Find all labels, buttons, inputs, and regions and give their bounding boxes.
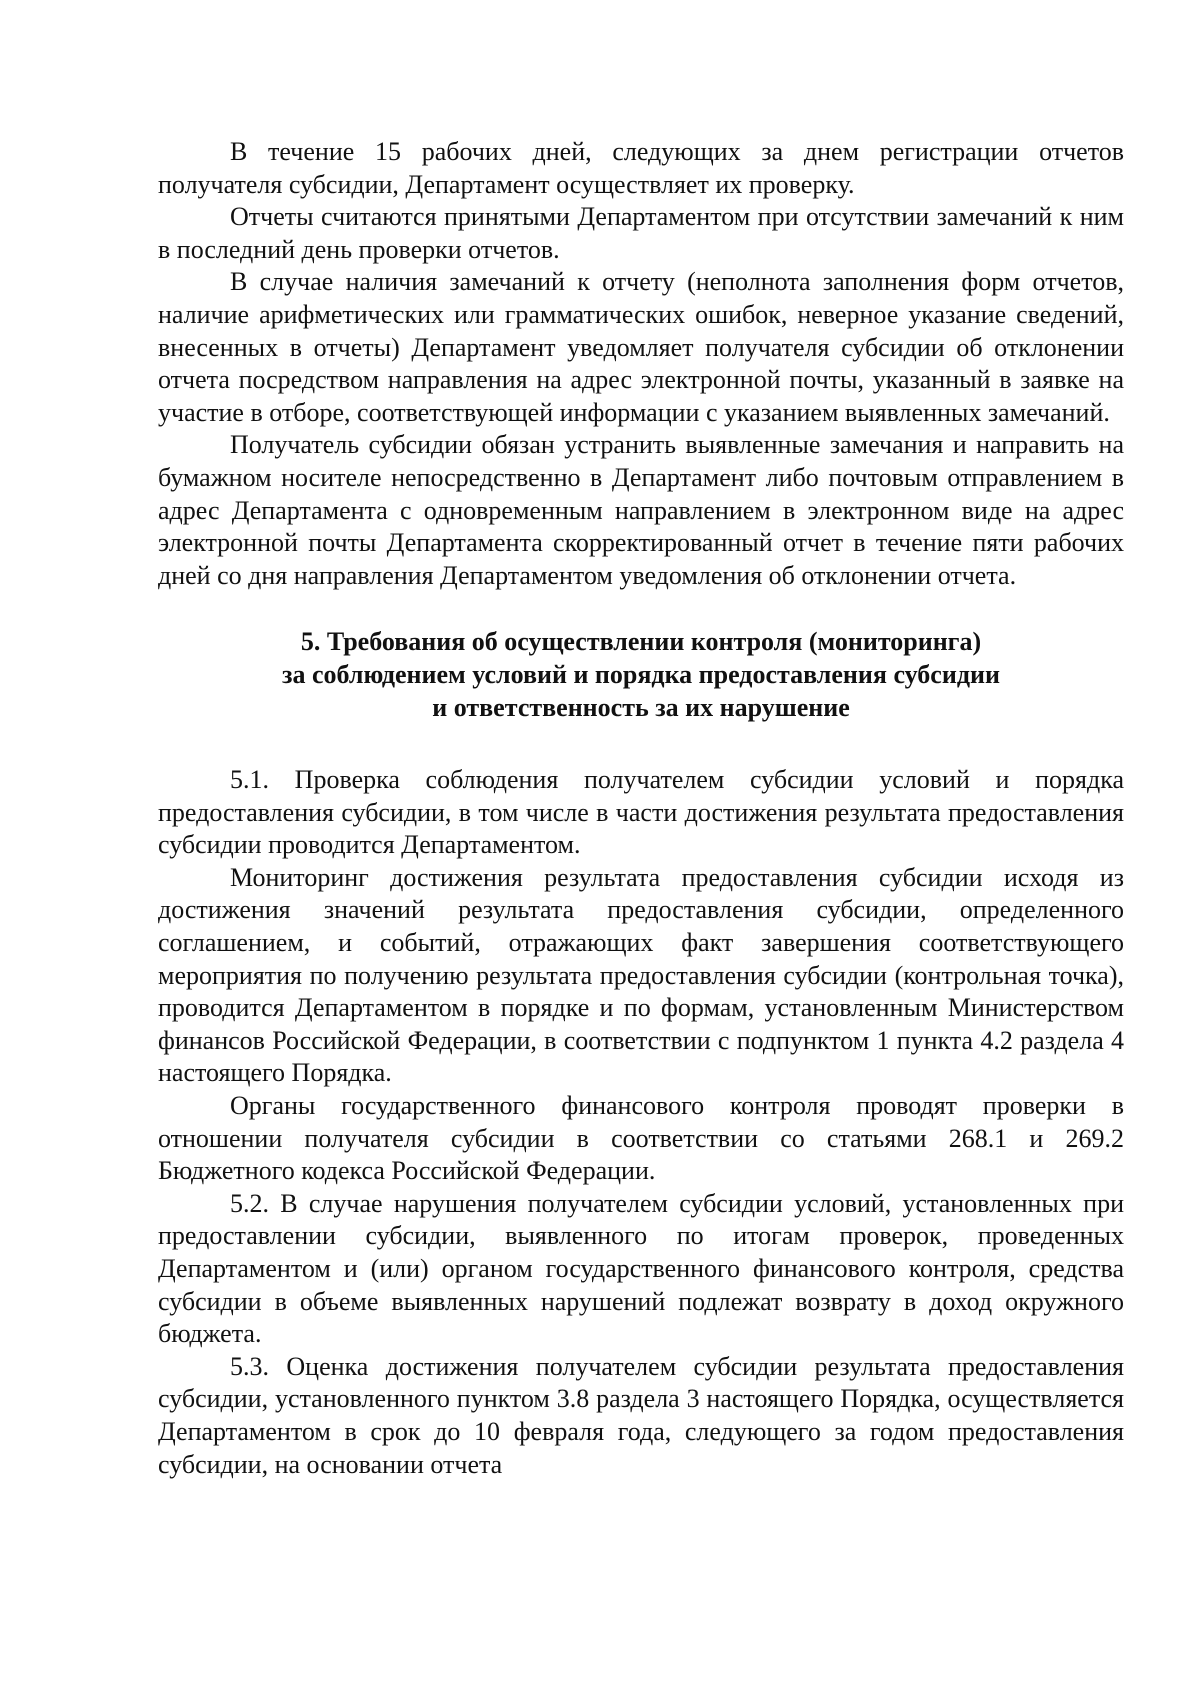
paragraph-report-remarks: В случае наличия замечаний к отчету (неполнота заполнения форм отчетов, наличие арифметических или грамматических ошибок, неверное указание сведений, внесенных в отчеты) Департамент уведомляет получателя субсидии об отклонении отчета посредством направления на адрес электронной почты, указанный в заявке на участие в отборе, соответствующей информации с указанием выявленных замечаний.: [158, 267, 1124, 427]
section-5-heading: [158, 626, 1124, 724]
paragraph-5-1: 5.1. Проверка соблюдения получателем субсидии условий и порядка предоставления субсидии, в том числе в части достижения результата предоставления субсидии проводится Департаментом.: [158, 765, 1124, 860]
paragraph-5-3: 5.3. Оценка достижения получателем субсидии результата предоставления субсидии, установленного пунктом 3.8 раздела 3 настоящего Порядка, осуществляется Департаментом в срок до 10 февраля года, следующего за годом предоставления субсидии, на основании отчета: [158, 1351, 1124, 1479]
section-5-heading-line-2: за соблюдением условий и порядка предоставления субсидии: [282, 659, 1000, 689]
paragraph-report-check-period: В течение 15 рабочих дней, следующих за днем регистрации отчетов получателя субсидии, Департамент осуществляет их проверку.: [158, 137, 1124, 199]
section-5-heading-line-1: 5. Требования об осуществлении контроля (мониторинга): [300, 627, 982, 657]
paragraph-5-2: 5.2. В случае нарушения получателем субсидии условий, установленных при предоставлении субсидии, выявленного по итогам проверок, проведенных Департаментом и (или) органом государственного финансового контроля, средства субсидии в объеме выявленных нарушений подлежат возврату в доход окружного бюджета.: [158, 1188, 1124, 1349]
paragraph-financial-control: Органы государственного финансового контроля проводят проверки в отношении получателя субсидии в соответствии со статьями 268.1 и 269.2 Бюджетного кодекса Российской Федерации.: [158, 1091, 1124, 1186]
paragraph-reports-accepted: Отчеты считаются принятыми Департаментом при отсутствии замечаний к ним в последний день проверки отчетов.: [158, 202, 1124, 264]
document-page: [158, 136, 1124, 1481]
paragraph-recipient-obligation: Получатель субсидии обязан устранить выявленные замечания и направить на бумажном носителе непосредственно в Департамент либо почтовым отправлением в адрес Департамента с одновременным направлением в электронном виде на адрес электронной почты Департамента скорректированный отчет в течение пяти рабочих дней со дня направления Департаментом уведомления об отклонении отчета.: [158, 430, 1124, 590]
paragraph-monitoring: Мониторинг достижения результата предоставления субсидии исходя из достижения значений результата предоставления субсидии, определенного соглашением, и событий, отражающих факт завершения соответствующего мероприятия по получению результата предоставления субсидии (контрольная точка), проводится Департаментом в порядке и по формам, установленным Министерством финансов Российской Федерации, в соответствии с подпунктом 1 пункта 4.2 раздела 4 настоящего Порядка.: [158, 862, 1124, 1088]
section-5-heading-line-3: и ответственность за их нарушение: [432, 692, 850, 722]
